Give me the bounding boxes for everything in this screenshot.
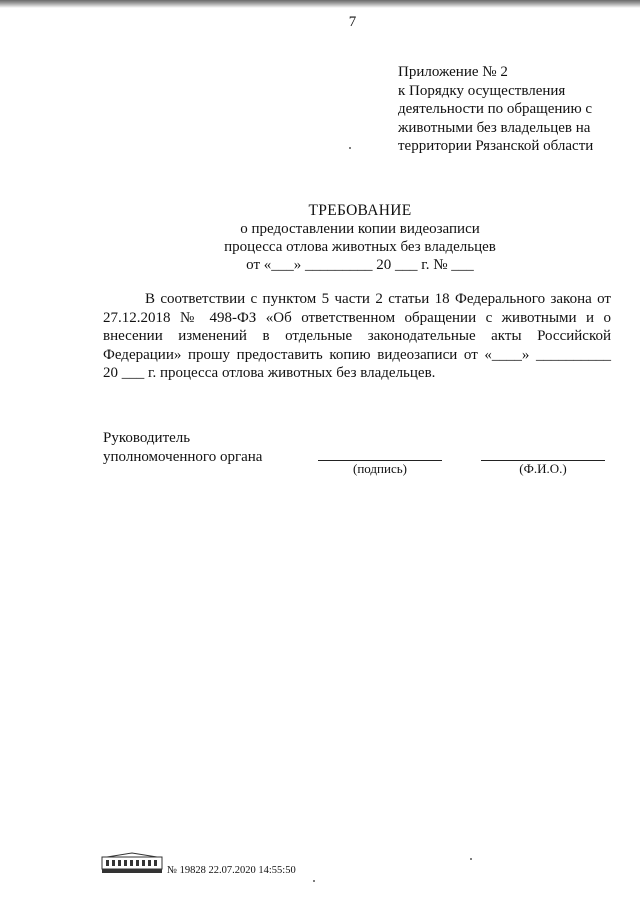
scan-top-edge [0,0,640,8]
scan-speck [470,858,472,860]
signer-line: уполномоченного органа [103,448,263,465]
signature-caption: (подпись) [353,461,407,476]
registration-number: № 19828 22.07.2020 14:55:50 [167,865,296,876]
appendix-line: территории Рязанской области [398,138,594,154]
document-heading [220,202,500,274]
scan-speck [349,147,351,149]
scan-speck [313,880,315,882]
heading-line: процесса отлова животных без владельцев [224,239,496,255]
signer-line: Руководитель [103,430,191,446]
body-line: В соответствии с пунктом 5 части 2 статьи 18 Федерального закона от [145,291,611,307]
document-title: ТРЕБОВАНИЕ [308,202,412,219]
appendix-line: деятельности по обращению с [398,101,593,117]
body-paragraph [103,290,611,383]
page-number: 7 [348,14,357,30]
appendix-line: животными без владельцев на [398,119,591,136]
heading-date-number-line: от «___» _________ 20 ___ г. № ___ [246,257,474,273]
name-caption: (Ф.И.О.) [519,461,567,476]
heading-line: о предоставлении копии видеозаписи [240,221,480,237]
appendix-line: к Порядку осуществления [398,82,566,99]
body-line: внесении изменений в отдельные законодательные акты Российской [103,328,611,344]
appendix-note [398,63,593,156]
body-line: 27.12.2018 № 498-ФЗ «Об ответственном обращении с животными и о [103,309,611,326]
registry-stamp-icon [101,852,163,874]
appendix-line: Приложение № 2 [398,64,508,80]
body-line: Федерации» прошу предоставить копию видеозаписи от «____» __________ [103,346,611,363]
signer-title [103,429,262,466]
body-line: 20 ___ г. процесса отлова животных без владельцев. [103,365,436,381]
